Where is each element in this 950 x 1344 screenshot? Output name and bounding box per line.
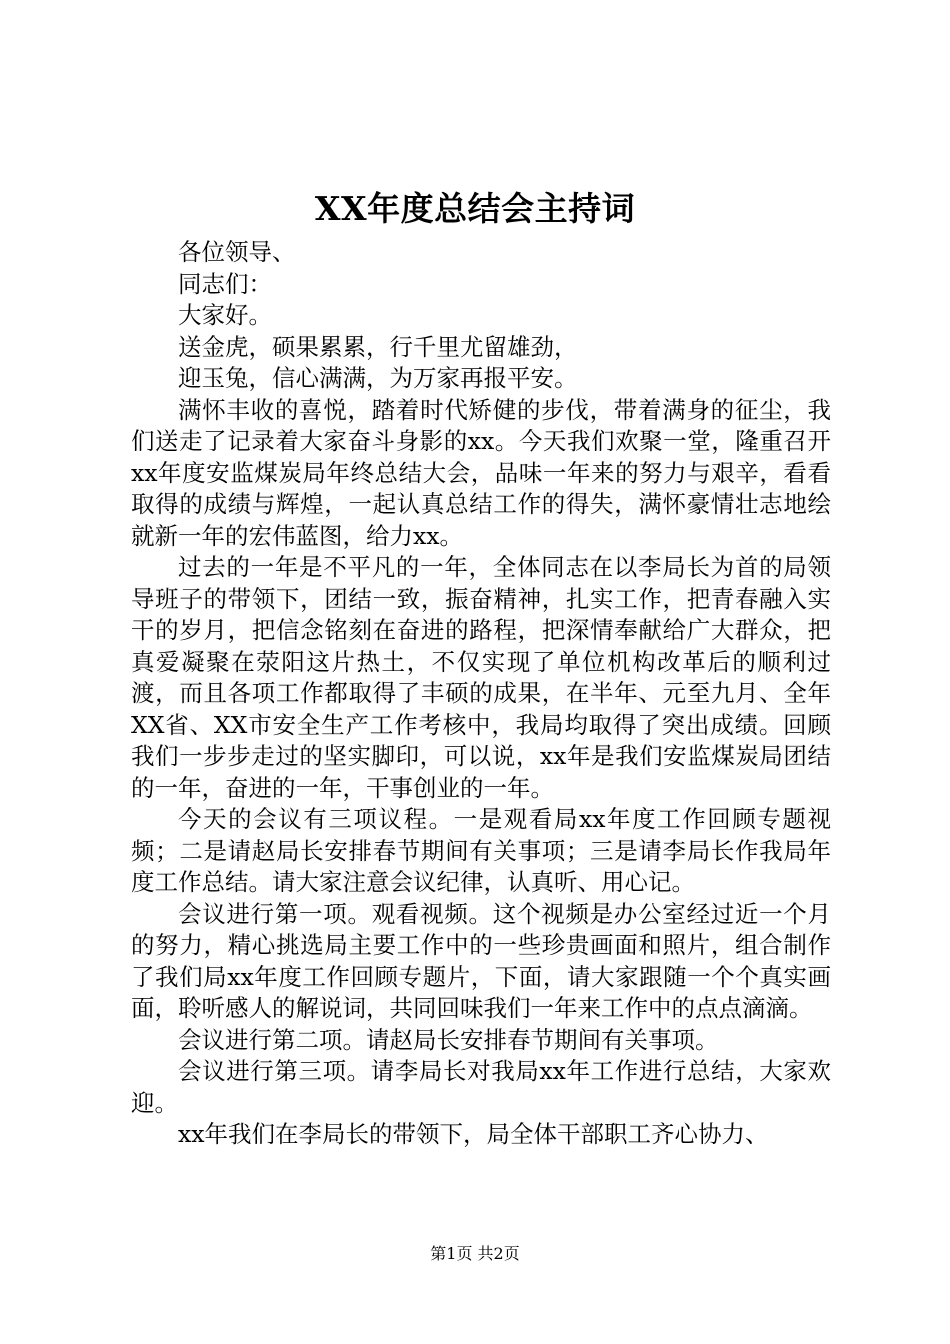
- paragraph: xx年我们在李局长的带领下，局全体干部职工齐心协力、: [178, 1120, 769, 1148]
- paragraph: 过去的一年是不平凡的一年，全体同志在以李局长为首的局领导班子的带领下，团结一致，振奋精神，扎实工作，把青春融入实干的岁月，把信念铭刻在奋进的路程，把深情奉献给广大群众，把真爱凝聚在荥阳这片热土，不仅实现了单位机构改革后的顺利过渡，而且各项工作都取得了丰硕的成果，在半年、元至九月、全年XX省、XX市安全生产工作考核中，我局均取得了突出成绩。回顾我们一步步走过的坚实脚印，可以说，xx年是我们安监煤炭局团结的一年，奋进的一年，干事创业的一年。: [131, 553, 831, 802]
- paragraph: 今天的会议有三项议程。一是观看局xx年度工作回顾专题视频；二是请赵局长安排春节期间有关事项；三是请李局长作我局年度工作总结。请大家注意会议纪律，认真听、用心记。: [131, 805, 831, 896]
- document-body: [131, 237, 831, 1151]
- paragraph: 迎玉兔，信心满满，为万家再报平安。: [178, 364, 578, 392]
- paragraph: 会议进行第二项。请赵局长安排春节期间有关事项。: [178, 1025, 719, 1054]
- paragraph: 大家好。: [178, 301, 272, 329]
- document-title: XX年度总结会主持词: [314, 189, 636, 228]
- paragraph: 会议进行第一项。观看视频。这个视频是办公室经过近一个月的努力，精心挑选局主要工作中的一些珍贵画面和照片，组合制作了我们局xx年度工作回顾专题片，下面，请大家跟随一个个真实画面，聆听感人的解说词，共同回味我们一年来工作中的点点滴滴。: [131, 899, 831, 1022]
- paragraph: 满怀丰收的喜悦，踏着时代矫健的步伐，带着满身的征尘，我们送走了记录着大家奋斗身影的xx。今天我们欢聚一堂，隆重召开xx年度安监煤炭局年终总结大会，品味一年来的努力与艰辛，看看取得的成绩与辉煌，一起认真总结工作的得失，满怀豪情壮志地绘就新一年的宏伟蓝图，给力xx。: [131, 395, 831, 550]
- paragraph: 会议进行第三项。请李局长对我局xx年工作进行总结，大家欢迎。: [131, 1057, 831, 1117]
- paragraph: 送金虎，硕果累累，行千里尤留雄劲，: [178, 332, 578, 361]
- page-footer: 第1页 共2页: [430, 1244, 520, 1263]
- paragraph: 各位领导、: [178, 238, 296, 266]
- paragraph: 同志们：: [178, 269, 272, 298]
